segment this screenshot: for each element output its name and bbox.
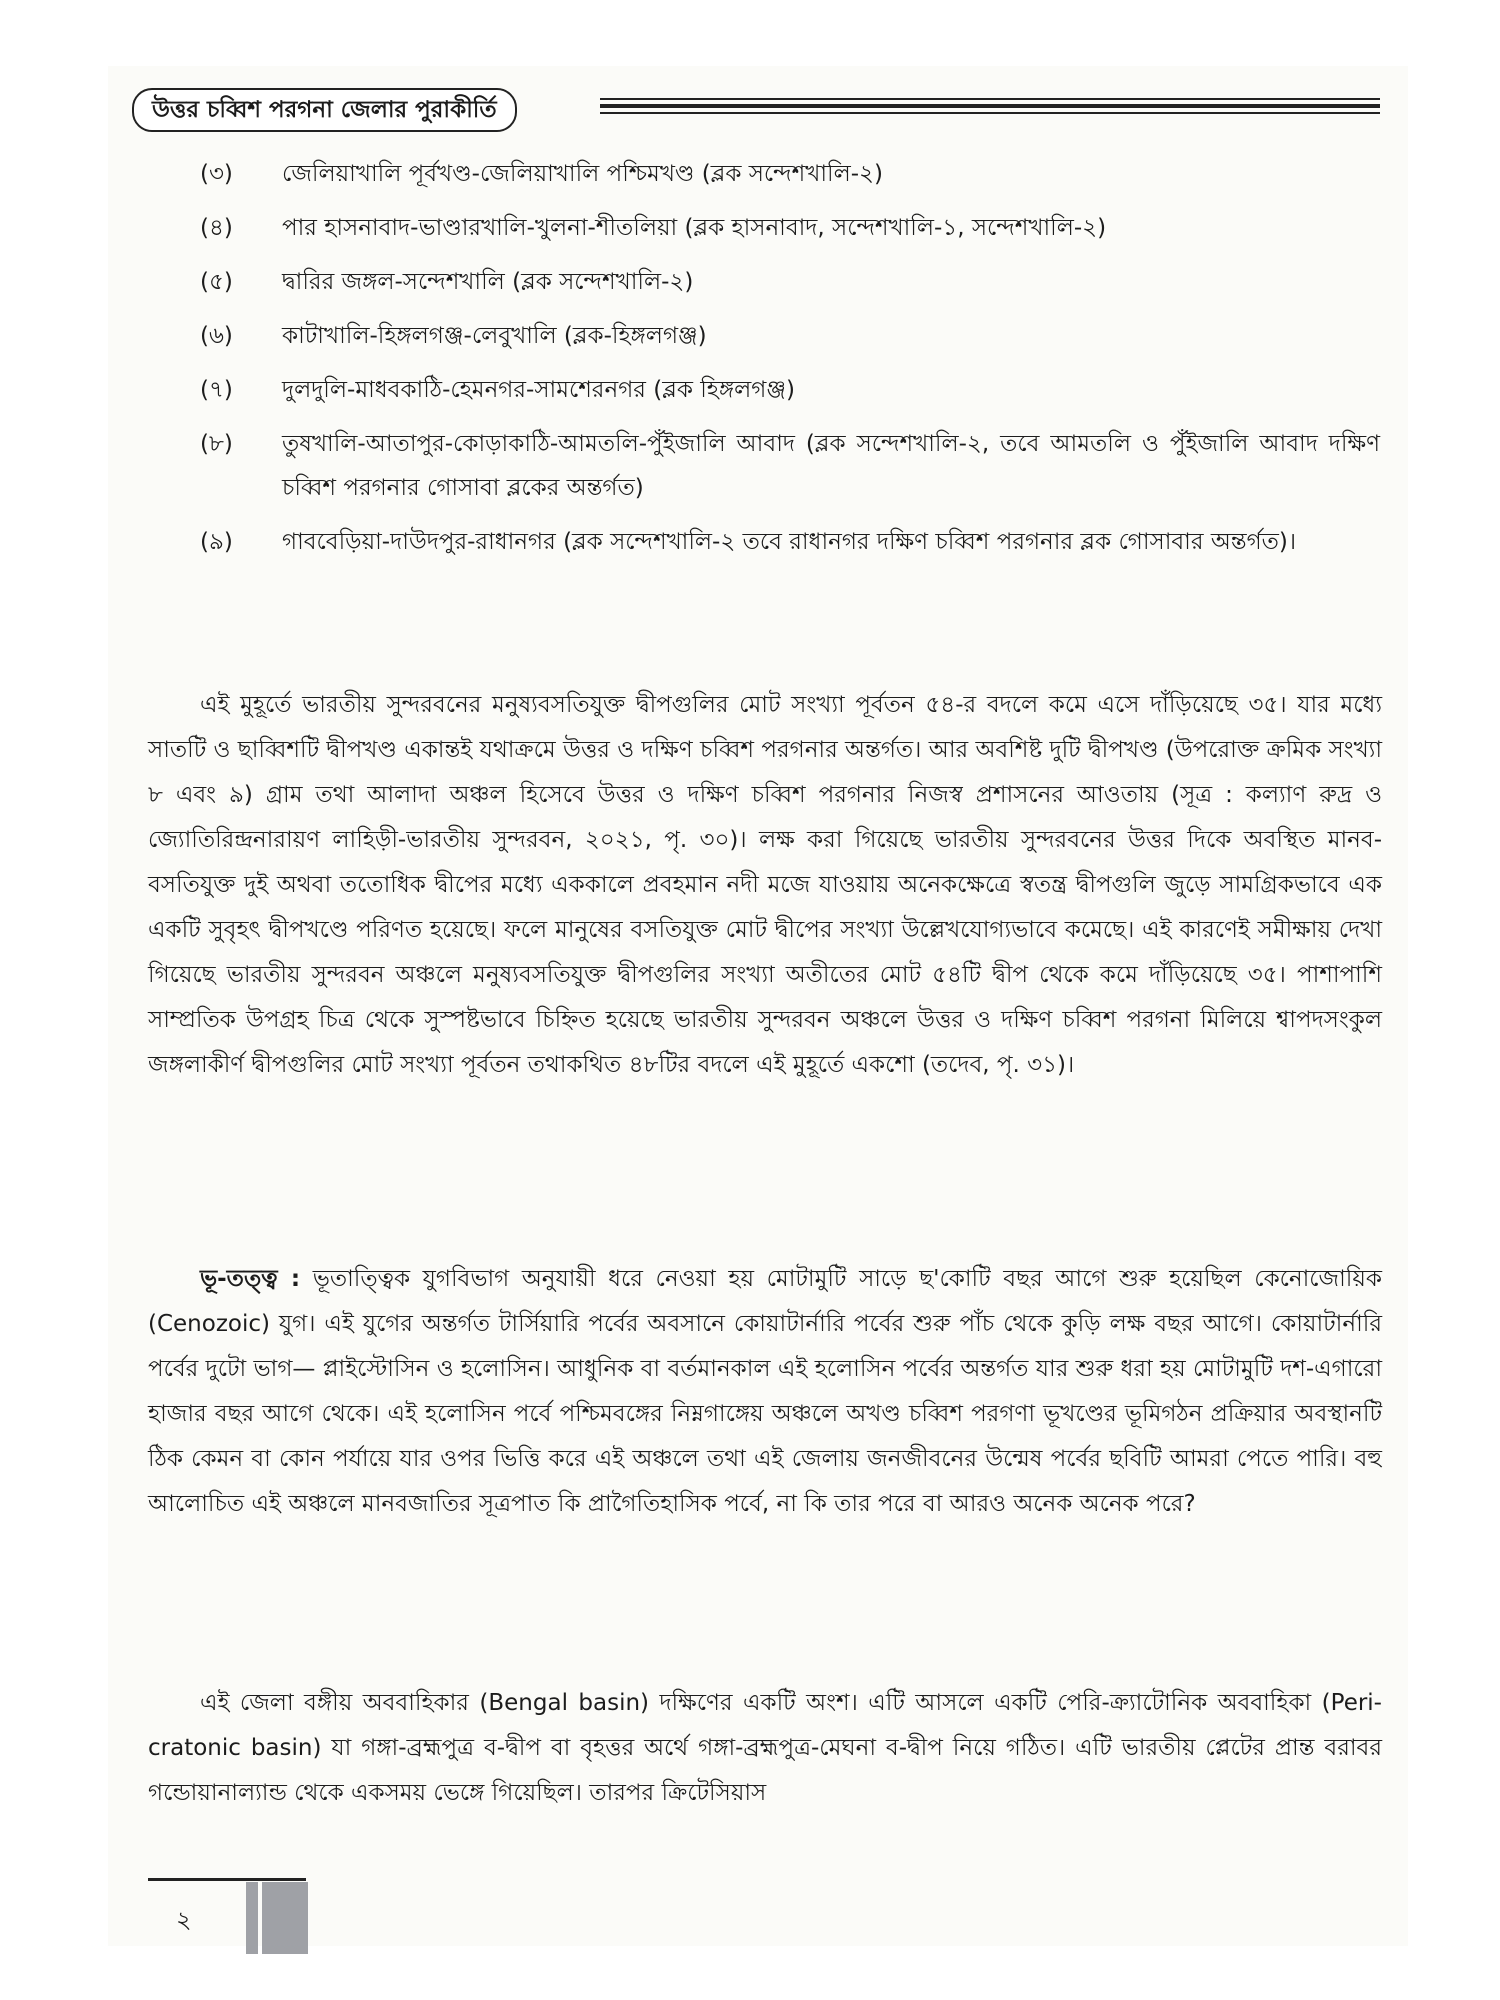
list-text: দুলদুলি-মাধবকাঠি-হেমনগর-সামশেরনগর (ব্লক হিঙ্গলগঞ্জ) — [282, 377, 795, 403]
paragraph-geology — [148, 1257, 1382, 1527]
list-text: দ্বারির জঙ্গল-সন্দেশখালি (ব্লক সন্দেশখালি-২) — [282, 269, 694, 295]
list-number: (৬) — [200, 323, 233, 349]
list-text: জেলিয়াখালি পূর্বখণ্ড-জেলিয়াখালি পশ্চিমখণ্ড (ব্লক সন্দেশখালি-২) — [282, 161, 883, 187]
list-item — [200, 368, 1380, 412]
list-text: পার হাসনাবাদ-ভাণ্ডারখালি-খুলনা-শীতলিয়া (ব্লক হাসনাবাদ, সন্দেশখালি-১, সন্দেশখালি-২) — [282, 215, 1107, 241]
list-number: (৫) — [200, 269, 233, 295]
page-number: ২ — [176, 1906, 192, 1934]
list-number: (৩) — [200, 161, 233, 187]
list-number: (৯) — [200, 529, 233, 555]
list-number: (৭) — [200, 377, 233, 403]
paragraph-islands: এই মুহূর্তে ভারতীয় সুন্দরবনের মনুষ্যবসতিযুক্ত দ্বীপগুলির মোট সংখ্যা পূর্বতন ৫৪-র বদলে কমে এসে দাঁড়িয়েছে ৩৫। যার মধ্যে সাতটি ও ছাব্বিশটি দ্বীপখণ্ড একান্তই যথাক্রমে উত্তর ও দক্ষিণ চব্বিশ পরগনার অন্তর্গত। আর অবশিষ্ট দুটি দ্বীপখণ্ড (উপরোক্ত ক্রমিক সংখ্যা ৮ এবং ৯) গ্রাম তথা আলাদা অঞ্চল হিসেবে উত্তর ও দক্ষিণ চব্বিশ পরগনার নিজস্ব প্রশাসনের আওতায় (সূত্র : কল্যাণ রুদ্র ও জ্যোতিরিন্দ্রনারায়ণ লাহিড়ী-ভারতীয় সুন্দরবন, ২০২১, পৃ. ৩০)। লক্ষ করা গিয়েছে ভারতীয় সুন্দরবনের উত্তর দিকে অবস্থিত মানব-বসতিযুক্ত দুই অথবা ততোধিক দ্বীপের মধ্যে এককালে প্রবহমান নদী মজে যাওয়ায় অনেকক্ষেত্রে স্বতন্ত্র দ্বীপগুলি জুড়ে সামগ্রিকভাবে এক একটি সুবৃহৎ দ্বীপখণ্ডে পরিণত হয়েছে। ফলে মানুষের বসতিযুক্ত মোট দ্বীপের সংখ্যা উল্লেখযোগ্যভাবে কমেছে। এই কারণেই সমীক্ষায় দেখা গিয়েছে ভারতীয় সুন্দরবন অঞ্চলে মনুষ্যবসতিযুক্ত দ্বীপগুলির সংখ্যা অতীতের মোট ৫৪টি দ্বীপ থেকে কমে দাঁড়িয়েছে ৩৫। পাশাপাশি সাম্প্রতিক উপগ্রহ চিত্র থেকে সুস্পষ্টভাবে চিহ্নিত হয়েছে ভারতীয় সুন্দরবন অঞ্চলে উত্তর ও দক্ষিণ চব্বিশ পরগনা মিলিয়ে শ্বাপদসংকুল জঙ্গলাকীর্ণ দ্বীপগুলির মোট সংখ্যা পূর্বতন তথাকথিত ৪৮টির বদলে এই মুহূর্তে একশো (তদেব, পৃ. ৩১)। — [148, 692, 1383, 1078]
list-number: (৮) — [200, 431, 233, 457]
footer-decor-bar — [262, 1882, 308, 1954]
header-rule-thick — [600, 104, 1380, 108]
list-item — [200, 206, 1380, 250]
list-item — [200, 152, 1380, 196]
list-item — [200, 422, 1380, 510]
footer-decor-bar — [246, 1882, 258, 1954]
list-item — [200, 260, 1380, 304]
list-text: তুষখালি-আতাপুর-কোড়াকাঠি-আমতলি-পুঁইজালি আবাদ (ব্লক সন্দেশখালি-২, তবে আমতলি ও পুঁইজালি আবাদ দক্ষিণ চব্বিশ পরগনার গোসাবা ব্লকের অন্তর্গত) — [282, 431, 1380, 501]
paragraph-basin: এই জেলা বঙ্গীয় অববাহিকার (Bengal basin) দক্ষিণের একটি অংশ। এটি আসলে একটি পেরি-ক্র্যাটোনিক অববাহিকা (Peri-cratonic basin) যা গঙ্গা-ব্রহ্মপুত্র ব-দ্বীপ বা বৃহত্তর অর্থে গঙ্গা-ব্রহ্মপুত্র-মেঘনা ব-দ্বীপ নিয়ে গঠিত। এটি ভারতীয় প্লেটের প্রান্ত বরাবর গন্ডোয়ানাল্যান্ড থেকে একসময় ভেঙ্গে গিয়েছিল। তারপর ক্রিটেসিয়াস — [148, 1690, 1382, 1806]
section-heading: ভূ-তত্ত্ব : — [200, 1266, 301, 1292]
header-rule-lower — [600, 112, 1380, 114]
header-rule — [600, 98, 1380, 100]
list-text: গাববেড়িয়া-দাউদপুর-রাধানগর (ব্লক সন্দেশখালি-২ তবে রাধানগর দক্ষিণ চব্বিশ পরগনার ব্লক গোসাবার অন্তর্গত)। — [282, 529, 1297, 555]
block-list — [200, 152, 1380, 574]
list-text: কাটাখালি-হিঙ্গলগঞ্জ-লেবুখালি (ব্লক-হিঙ্গলগঞ্জ) — [282, 323, 707, 349]
list-item — [200, 314, 1380, 358]
list-number: (৪) — [200, 215, 233, 241]
paragraph-text: ভূতাত্ত্বিক যুগবিভাগ অনুযায়ী ধরে নেওয়া হয় মোটামুটি সাড়ে ছ'কোটি বছর আগে শুরু হয়েছিল কেনোজোয়িক (Cenozoic) যুগ। এই যুগের অন্তর্গত টার্সিয়ারি পর্বের অবসানে কোয়াটার্নারি পর্বের শুরু পাঁচ থেকে কুড়ি লক্ষ বছর আগে। কোয়াটার্নারি পর্বের দুটো ভাগ— প্লাইস্টোসিন ও হলোসিন। আধুনিক বা বর্তমানকাল এই হলোসিন পর্বের অন্তর্গত যার শুরু ধরা হয় মোটামুটি দশ-এগারো হাজার বছর আগে থেকে। এই হলোসিন পর্বে পশ্চিমবঙ্গের নিম্নগাঙ্গেয় অঞ্চলে অখণ্ড চব্বিশ পরগণা ভূখণ্ডের ভূমিগঠন প্রক্রিয়ার অবস্থানটি ঠিক কেমন বা কোন পর্যায়ে যার ওপর ভিত্তি করে এই অঞ্চলে তথা এই জেলায় জনজীবনের উন্মেষ পর্বের ছবিটি আমরা পেতে পারি। বহু আলোচিত এই অঞ্চলে মানবজাতির সূত্রপাত কি প্রাগৈতিহাসিক পর্বে, না কি তার পরে বা আরও অনেক অনেক পরে? — [148, 1266, 1383, 1517]
running-header-title: উত্তর চব্বিশ পরগনা জেলার পুরাকীর্তি — [132, 88, 517, 132]
footer-rule — [148, 1878, 306, 1881]
list-item — [200, 520, 1380, 564]
